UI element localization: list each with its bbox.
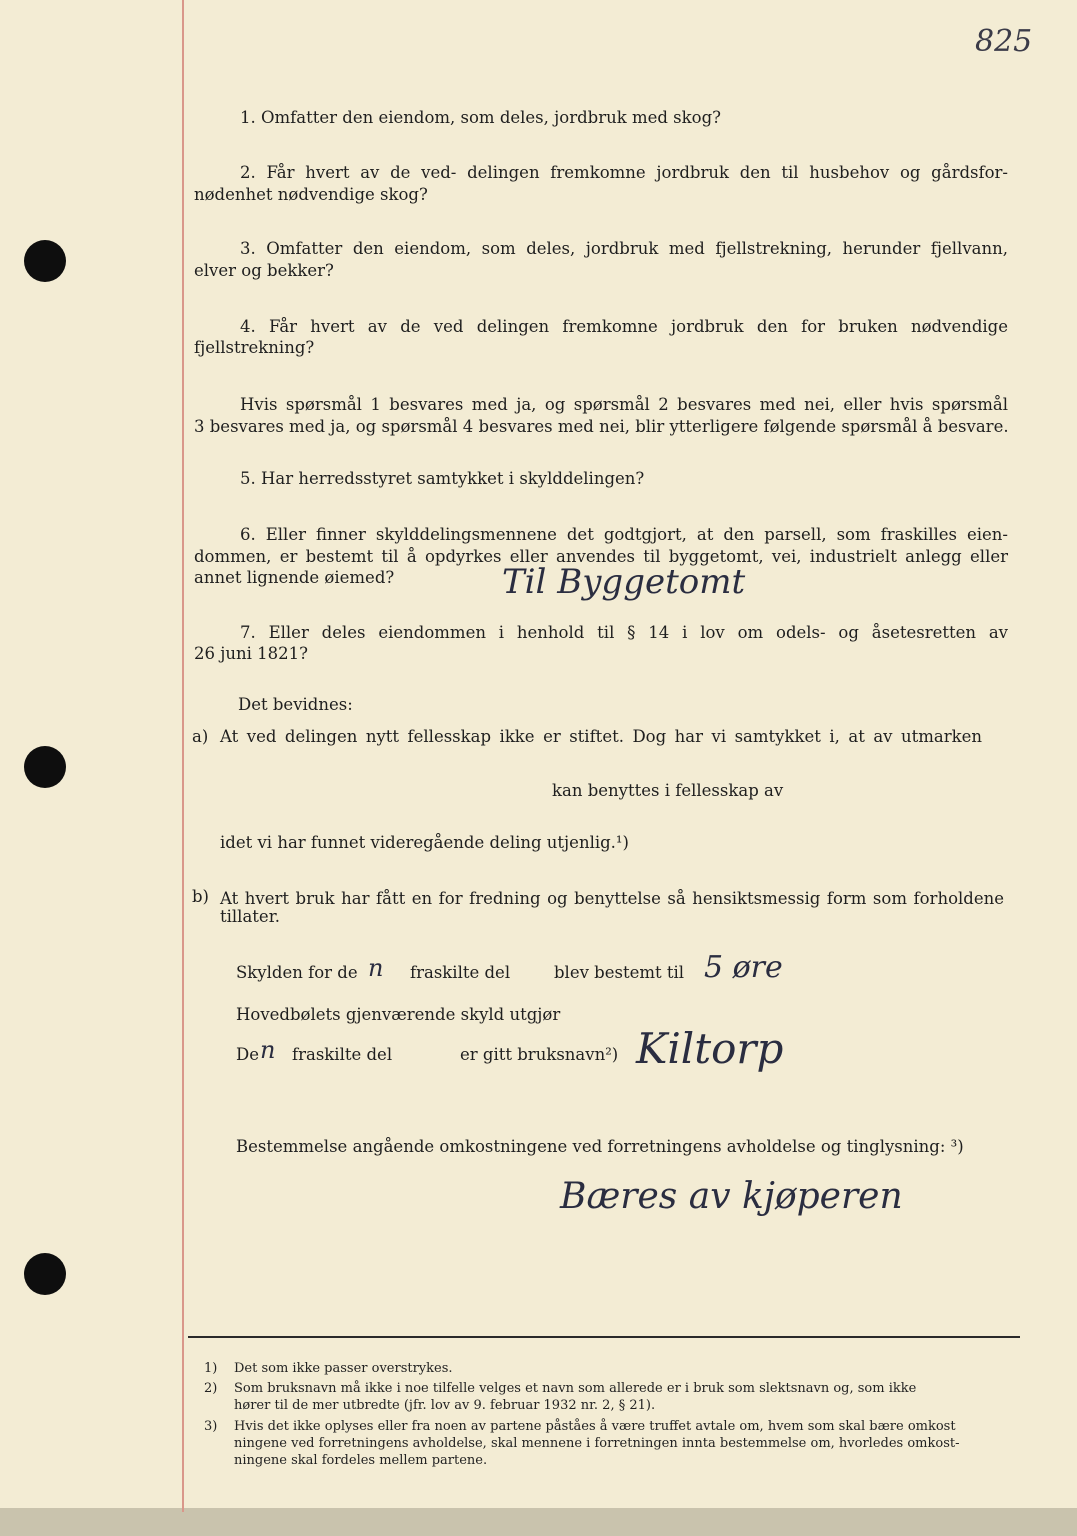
punch-hole — [24, 746, 66, 788]
question-7-line-2: 26 juni 1821? — [194, 644, 308, 663]
question-6-line-1: 6. Eller finner skylddelingsmennene det godtgjort, at den parsell, som fraskilles eien- — [240, 525, 1008, 544]
certification-heading: Det bevidnes: — [238, 695, 353, 714]
bestemmelse-label: Bestemmelse angående omkostningene ved forretningens avholdelse og tinglysning: ³) — [236, 1137, 964, 1156]
handwritten-den-suffix: n — [260, 1036, 276, 1064]
hovedbol-label: Hovedbølets gjenværende skyld utgjør — [236, 1005, 561, 1024]
punch-hole — [24, 1253, 66, 1295]
question-6-line-3: annet lignende øiemed? — [194, 568, 395, 587]
footnote-number: 3) — [204, 1419, 218, 1434]
item-a-line-3: idet vi har funnet videregående deling utjenlig.¹) — [220, 833, 629, 852]
page-number: 825 — [975, 24, 1033, 59]
question-2-line-2: nødenhet nødvendige skog? — [194, 185, 428, 204]
item-a-line-2: kan benyttes i fellesskap av — [552, 781, 784, 800]
handwritten-bruksnavn: Kiltorp — [636, 1024, 784, 1073]
footnote-1 — [204, 1360, 1024, 1380]
handwritten-skyld-value: 5 øre — [704, 950, 783, 985]
item-b-line-2: tillater. — [220, 907, 281, 926]
margin-line — [182, 0, 184, 1512]
question-5: 5. Har herredsstyret samtykket i skylddelingen? — [240, 469, 645, 488]
footnote-text: Hvis det ikke oplyses eller fra noen av partene påståes å være truffet avtale om, hvem som skal bære omkost — [234, 1419, 956, 1434]
punch-hole — [24, 240, 66, 282]
page-bottom-edge — [0, 1508, 1077, 1536]
footnote-text: Som bruksnavn må ikke i noe tilfelle velges et navn som allerede er i bruk som slektsnavn og, som ikke — [234, 1381, 917, 1396]
item-a-label: a) — [192, 727, 209, 746]
question-4-line-2: fjellstrekning? — [194, 338, 315, 357]
blev-bestemt-label: blev bestemt til — [554, 963, 685, 982]
handwritten-de-suffix: n — [368, 954, 384, 982]
footnote-number: 2) — [204, 1381, 218, 1396]
question-4-line-1: 4. Får hvert av de ved delingen fremkomne jordbruk den for bruken nødvendige — [240, 317, 1008, 336]
footnote-number: 1) — [204, 1361, 218, 1376]
handwritten-costs: Bæres av kjøperen — [560, 1176, 903, 1217]
footnote-2 — [204, 1380, 1024, 1416]
item-a-line-1: At ved delingen nytt fellesskap ikke er stiftet. Dog har vi samtykket i, at av utmarken — [220, 727, 982, 746]
footnote-text: hører til de mer utbredte (jfr. lov av 9. februar 1932 nr. 2, § 21). — [234, 1398, 656, 1413]
item-b-line-1: At hvert bruk har fått en for fredning og benyttelse så hensiktsmessig form som forholdene — [220, 889, 1004, 908]
footnote-text: Det som ikke passer overstrykes. — [234, 1361, 453, 1376]
footnote-text: ningene ved forretningens avholdelse, skal mennene i forretningen innta bestemmelse om, hvorledes omkost- — [234, 1436, 960, 1451]
handwritten-q6-answer: Til Byggetomt — [502, 562, 746, 602]
question-2-line-1: 2. Får hvert av de ved- delingen fremkomne jordbruk den til husbehov og gårdsfor- — [240, 163, 1008, 182]
condition-line-2: 3 besvares med ja, og spørsmål 4 besvares med nei, blir ytterligere følgende spørsmål å besvare. — [194, 417, 1009, 436]
condition-line-1: Hvis spørsmål 1 besvares med ja, og spørsmål 2 besvares med nei, eller hvis spørsmål — [240, 395, 1008, 414]
item-b-label: b) — [192, 887, 209, 906]
question-6-line-2: dommen, er bestemt til å opdyrkes eller anvendes til byggetomt, vei, industrielt anlegg eller — [194, 547, 1008, 566]
question-3-line-2: elver og bekker? — [194, 261, 334, 280]
footnote-rule — [188, 1336, 1020, 1338]
fraskilte-del-label-2: fraskilte del — [292, 1045, 393, 1064]
question-1: 1. Omfatter den eiendom, som deles, jordbruk med skog? — [240, 108, 721, 127]
footnote-text: ningene skal fordeles mellem partene. — [234, 1453, 488, 1468]
question-7-line-1: 7. Eller deles eiendommen i henhold til § 14 i lov om odels- og åsetesretten av — [240, 623, 1008, 642]
footnote-3 — [204, 1418, 1024, 1472]
question-3-line-1: 3. Omfatter den eiendom, som deles, jordbruk med fjellstrekning, herunder fjellvann, — [240, 239, 1008, 258]
bruksnavn-label: er gitt bruksnavn²) — [460, 1045, 619, 1064]
skylden-label: Skylden for de — [236, 963, 358, 982]
fraskilte-del-label: fraskilte del — [410, 963, 511, 982]
den-label: De — [236, 1045, 259, 1064]
